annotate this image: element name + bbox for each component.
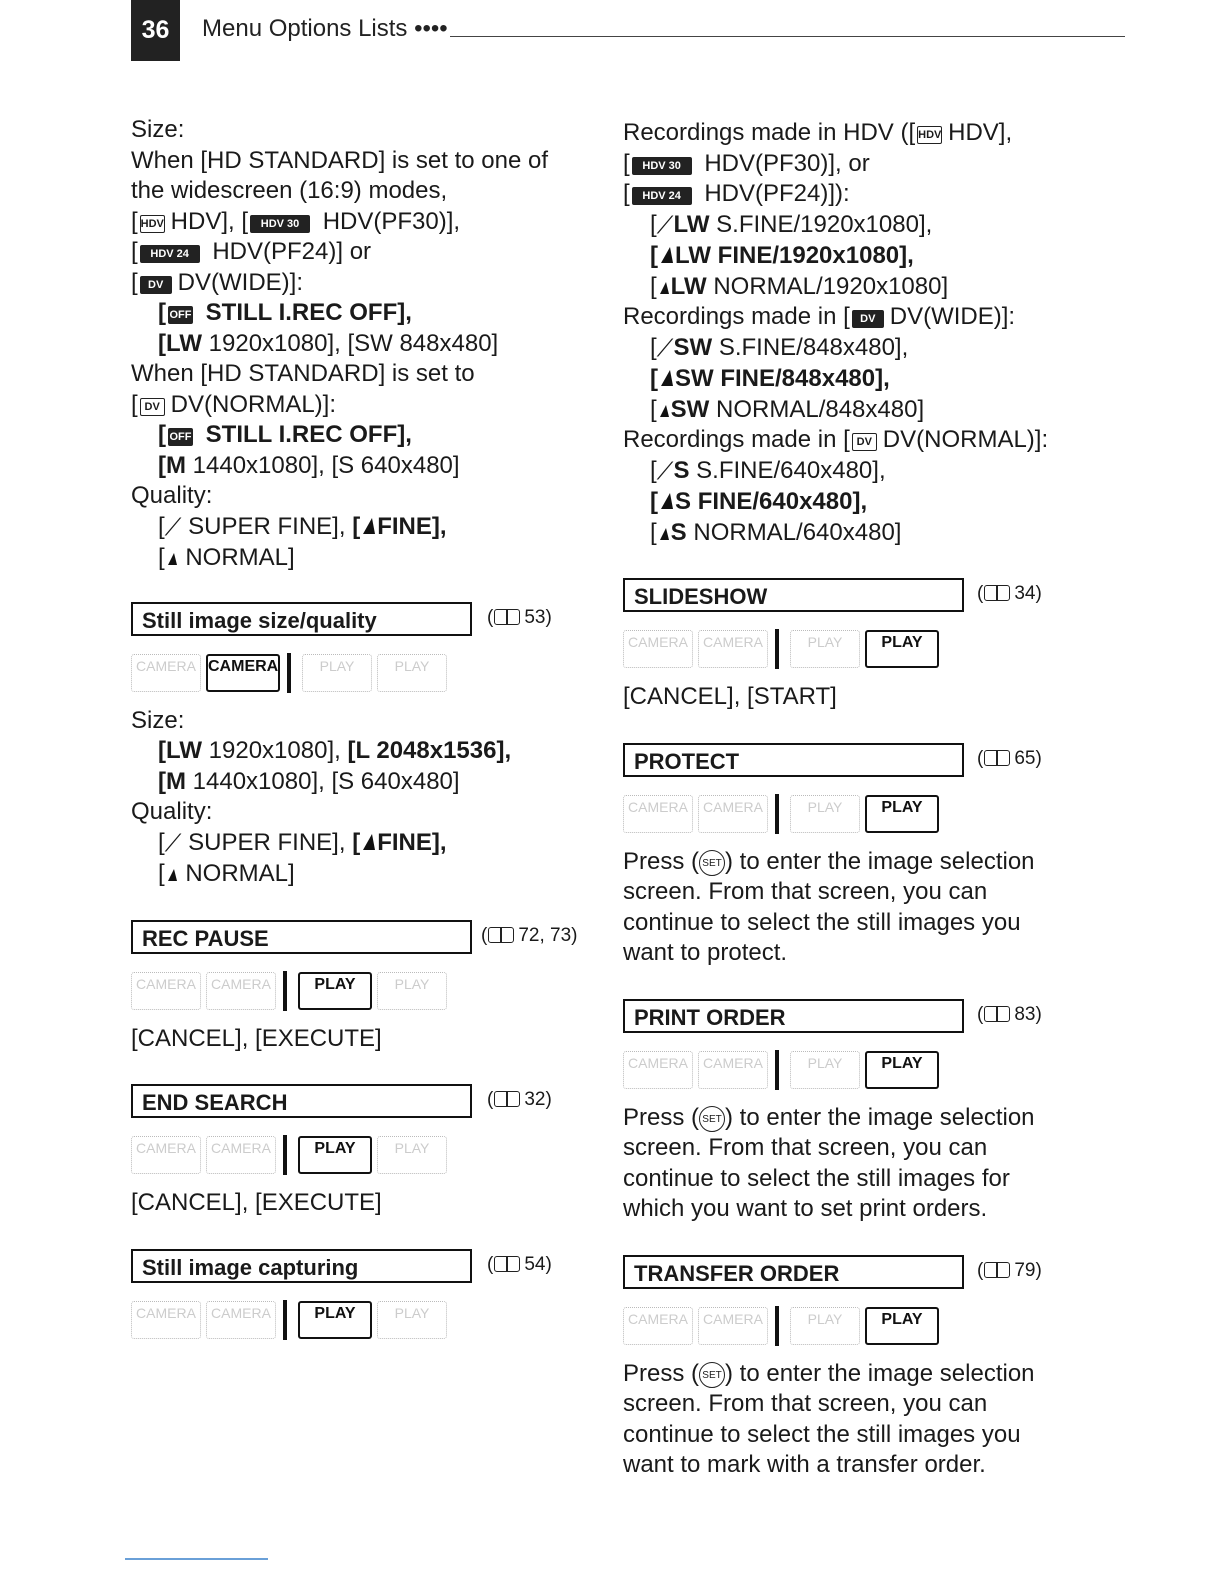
set-button-icon: SET: [699, 850, 725, 876]
set-button-icon: SET: [699, 1106, 725, 1132]
text-line: When [HD STANDARD] is set to one of: [131, 146, 549, 174]
mode-play-tape: PLAY: [298, 1136, 372, 1174]
text-line: [M 1440x1080], [S 640x480]: [158, 767, 460, 795]
text-line: [ S FINE/640x480],: [650, 488, 868, 515]
text-line: [ DV DV(WIDE)]:: [131, 268, 303, 296]
hdv-icon: HDV: [917, 126, 942, 144]
mode-play-card: PLAY: [377, 654, 447, 692]
size-label: Size:: [131, 116, 185, 143]
book-icon: [984, 585, 1010, 601]
quality-label: Quality:: [131, 482, 213, 509]
superfine-icon: ⟋: [164, 829, 182, 857]
mode-play-card: PLAY: [865, 1051, 939, 1089]
superfine-icon: ⟋: [656, 211, 674, 239]
mode-camera-tape: CAMERA: [623, 795, 693, 833]
section-print-order: [623, 999, 1123, 1035]
text-line: Press ( SET ) to enter the image selection: [623, 847, 1035, 875]
hdv-pf24-icon: HDV 24: [632, 187, 692, 205]
book-icon: [494, 609, 520, 625]
text-line: screen. From that screen, you can: [623, 1134, 988, 1161]
menu-title-box: REC PAUSE: [131, 920, 472, 954]
mode-indicators: [131, 1132, 591, 1178]
dv-wide-icon: DV: [852, 310, 884, 328]
mode-camera-tape: CAMERA: [131, 1301, 201, 1339]
text-line: When [HD STANDARD] is set to: [131, 360, 475, 387]
still-off-icon: OFF: [168, 306, 193, 324]
fine-icon: [661, 370, 673, 386]
text-line: [ HDV 30 HDV(PF30)], or: [623, 149, 870, 177]
menu-title-box: TRANSFER ORDER: [623, 1255, 964, 1289]
normal-icon: [168, 869, 177, 881]
text-line: want to protect.: [623, 939, 788, 966]
text-line: [⟋ SUPER FINE], [ FINE],: [131, 828, 591, 860]
text-line: [ DV DV(NORMAL)]:: [131, 390, 337, 418]
mode-camera-tape: CAMERA: [131, 1136, 201, 1174]
mode-play-card: PLAY: [865, 1307, 939, 1345]
mode-separator: [775, 1306, 779, 1346]
text-line: want to mark with a transfer order.: [623, 1451, 986, 1478]
menu-title-box: END SEARCH: [131, 1084, 472, 1118]
normal-icon: [168, 553, 177, 565]
text-line: [ LW NORMAL/1920x1080]: [650, 272, 949, 300]
section-transfer-order: [623, 1255, 1123, 1291]
text-line: Recordings made in [ DV DV(NORMAL)]:: [623, 426, 1049, 453]
mode-play-tape: PLAY: [298, 972, 372, 1010]
normal-icon: [660, 405, 669, 417]
section-end-search: [131, 1084, 591, 1120]
menu-title-box: PROTECT: [623, 743, 964, 777]
section-still-image-size: [131, 602, 591, 638]
dv-normal-icon: DV: [852, 433, 877, 451]
superfine-icon: ⟋: [656, 457, 674, 485]
text-line: Press ( SET ) to enter the image selection: [623, 1103, 1035, 1131]
dv-wide-icon: DV: [140, 276, 172, 294]
page-number: 36: [131, 0, 180, 61]
hdv-pf24-icon: HDV 24: [140, 245, 200, 263]
mode-camera-card: CAMERA: [698, 1051, 768, 1089]
mode-play-tape: PLAY: [302, 654, 372, 692]
mode-play-tape: PLAY: [790, 1051, 860, 1089]
text-line: continue to select the still images for: [623, 1164, 1010, 1192]
text-line: Recordings made in HDV ([ HDV HDV],: [623, 119, 1013, 146]
page-title: Menu Options Lists ••••: [202, 15, 448, 42]
footer-rule: [125, 1558, 268, 1560]
fine-icon: [661, 247, 673, 263]
left-column: [131, 115, 591, 1353]
mode-separator: [283, 1300, 287, 1340]
hdv-pf30-icon: HDV 30: [250, 215, 310, 233]
text-line: Press ( SET ) to enter the image selection: [623, 1359, 1035, 1387]
text-line: [ NORMAL]: [158, 860, 295, 887]
text-line: [⟋SW S.FINE/848x480],: [623, 333, 1123, 365]
page-ref: ( 32): [487, 1089, 552, 1110]
text-line: [⟋ SUPER FINE], [ FINE],: [131, 512, 591, 544]
text-line: [ OFF STILL I.REC OFF],: [158, 299, 412, 326]
quality-label: Quality:: [131, 798, 213, 825]
header-rule: [450, 36, 1125, 37]
mode-play-tape: PLAY: [790, 630, 860, 668]
mode-camera-card: CAMERA: [206, 1136, 276, 1174]
text-line: [ SW FINE/848x480],: [650, 365, 890, 392]
right-column: [623, 118, 1123, 1481]
still-off-icon: OFF: [168, 428, 193, 446]
section-still-capturing: [131, 1249, 591, 1285]
text-line: screen. From that screen, you can: [623, 878, 988, 905]
section-rec-pause: [131, 920, 591, 956]
section-protect: [623, 743, 1123, 779]
normal-icon: [660, 528, 669, 540]
page-ref: ( 65): [977, 747, 1042, 769]
mode-play-card: PLAY: [865, 630, 939, 668]
fine-icon: [363, 518, 375, 534]
mode-camera-tape: CAMERA: [623, 1051, 693, 1089]
mode-camera-tape: CAMERA: [131, 654, 201, 692]
mode-separator: [775, 629, 779, 669]
mode-play-card: PLAY: [377, 972, 447, 1010]
mode-camera-tape: CAMERA: [131, 972, 201, 1010]
text-line: Recordings made in [ DV DV(WIDE)]:: [623, 303, 1016, 330]
mode-indicators: [623, 1303, 1123, 1349]
mode-indicators: [131, 1297, 591, 1343]
hdv-icon: HDV: [140, 215, 165, 233]
book-icon: [494, 1091, 520, 1107]
page-ref: ( 79): [977, 1259, 1042, 1281]
book-icon: [984, 1262, 1010, 1278]
mode-separator: [775, 794, 779, 834]
normal-icon: [660, 282, 669, 294]
superfine-icon: ⟋: [656, 334, 674, 362]
mode-separator: [283, 1135, 287, 1175]
text-line: [⟋LW S.FINE/1920x1080],: [623, 210, 1123, 242]
text-line: [ S NORMAL/640x480]: [650, 518, 902, 546]
book-icon: [984, 1006, 1010, 1022]
mode-play-card: PLAY: [377, 1301, 447, 1339]
text-line: [ HDV 24 HDV(PF24)] or: [131, 238, 372, 265]
mode-indicators: [623, 626, 1123, 672]
text-line: the widescreen (16:9) modes,: [131, 177, 448, 204]
mode-camera-tape: CAMERA: [623, 630, 693, 668]
text-line: which you want to set print orders.: [623, 1195, 988, 1222]
text-line: [⟋S S.FINE/640x480],: [623, 456, 1123, 488]
mode-separator: [775, 1050, 779, 1090]
book-icon: [488, 927, 514, 943]
text-line: [ OFF STILL I.REC OFF],: [158, 421, 412, 448]
mode-play-tape: PLAY: [790, 1307, 860, 1345]
text-line: continue to select the still images you: [623, 908, 1021, 936]
page-ref: ( 83): [977, 1003, 1042, 1025]
text-line: screen. From that screen, you can: [623, 1390, 988, 1417]
mode-camera-card: CAMERA: [206, 972, 276, 1010]
hdv-pf30-icon: HDV 30: [632, 157, 692, 175]
text-line: [ SW NORMAL/848x480]: [650, 395, 925, 423]
menu-title-box: Still image capturing: [131, 1249, 472, 1283]
options-text: [CANCEL], [START]: [623, 683, 837, 710]
mode-indicators: [623, 791, 1123, 837]
text-line: [LW 1920x1080], [L 2048x1536],: [158, 737, 512, 764]
page-header: [0, 0, 1224, 62]
page-ref: ( 53): [487, 606, 552, 628]
text-line: continue to select the still images you: [623, 1420, 1021, 1448]
mode-play-card: PLAY: [865, 795, 939, 833]
mode-camera-card: CAMERA: [698, 630, 768, 668]
mode-camera-card: CAMERA: [698, 795, 768, 833]
options-text: [CANCEL], [EXECUTE]: [131, 1024, 382, 1052]
options-text: [CANCEL], [EXECUTE]: [131, 1189, 382, 1216]
set-button-icon: SET: [699, 1362, 725, 1388]
fine-icon: [661, 493, 673, 509]
menu-title-box: PRINT ORDER: [623, 999, 964, 1033]
mode-play-tape: PLAY: [298, 1301, 372, 1339]
fine-icon: [363, 834, 375, 850]
mode-indicators: [131, 650, 591, 696]
mode-camera-card: CAMERA: [206, 1301, 276, 1339]
book-icon: [984, 750, 1010, 766]
book-icon: [494, 1256, 520, 1272]
text-line: [M 1440x1080], [S 640x480]: [158, 451, 460, 479]
size-label: Size:: [131, 706, 185, 734]
text-line: [ HDV HDV], [ HDV 30 HDV(PF30)],: [131, 207, 461, 235]
mode-camera-card: CAMERA: [206, 654, 280, 692]
mode-indicators: [623, 1047, 1123, 1093]
mode-separator: [287, 653, 291, 693]
mode-play-tape: PLAY: [790, 795, 860, 833]
mode-separator: [283, 971, 287, 1011]
text-line: [ NORMAL]: [158, 544, 295, 571]
page-ref: ( 54): [487, 1253, 552, 1275]
mode-camera-card: CAMERA: [698, 1307, 768, 1345]
mode-play-card: PLAY: [377, 1136, 447, 1174]
menu-title-box: Still image size/quality: [131, 602, 472, 636]
mode-indicators: [131, 968, 591, 1014]
superfine-icon: ⟋: [164, 513, 182, 541]
text-line: [ HDV 24 HDV(PF24)]):: [623, 180, 850, 207]
text-line: [LW 1920x1080], [SW 848x480]: [158, 329, 499, 357]
menu-title-box: SLIDESHOW: [623, 578, 964, 612]
dv-normal-icon: DV: [140, 398, 165, 416]
mode-camera-tape: CAMERA: [623, 1307, 693, 1345]
page-ref: ( 72, 73): [481, 924, 578, 946]
section-slideshow: [623, 578, 1123, 614]
page-ref: ( 34): [977, 583, 1042, 604]
text-line: [ LW FINE/1920x1080],: [650, 242, 914, 269]
